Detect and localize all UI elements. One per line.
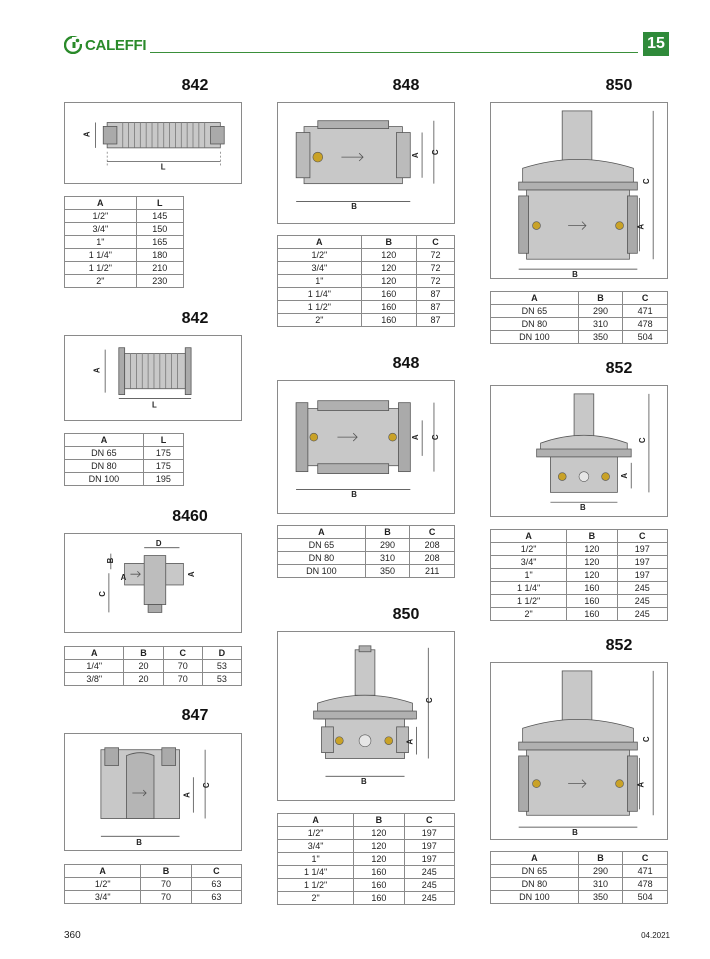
- dimension-label: C: [202, 782, 212, 789]
- table-row: [278, 565, 455, 578]
- table-cell: 160: [354, 866, 404, 879]
- column-header: B: [365, 526, 410, 539]
- table-cell: 175: [143, 447, 183, 460]
- dimension-label: A: [92, 367, 102, 374]
- dimension-label: A: [182, 792, 192, 798]
- table-cell: 160: [354, 892, 404, 905]
- column-header: L: [143, 434, 183, 447]
- table-row: [65, 262, 184, 275]
- table-cell: 3/4": [278, 262, 362, 275]
- spec-table: [490, 529, 668, 621]
- column-header: C: [191, 865, 241, 878]
- product-drawing: [277, 380, 455, 514]
- page-badge: 15: [643, 32, 669, 56]
- table-cell: 72: [416, 262, 454, 275]
- table-cell: 120: [354, 840, 404, 853]
- table-row: [278, 866, 455, 879]
- table-cell: 1 1/2": [278, 301, 362, 314]
- caleffi-logo-icon: [64, 36, 82, 54]
- table-cell: 145: [136, 210, 183, 223]
- dimension-label: B: [136, 838, 142, 848]
- table-row: [278, 827, 455, 840]
- table-cell: 245: [617, 582, 667, 595]
- table-row: [491, 878, 668, 891]
- column-header: B: [567, 530, 617, 543]
- table-cell: DN 100: [65, 473, 144, 486]
- table-cell: 87: [416, 301, 454, 314]
- table-cell: 3/4": [65, 223, 137, 236]
- model-title: 842: [181, 310, 209, 327]
- table-cell: 175: [143, 460, 183, 473]
- table-cell: 70: [163, 673, 202, 686]
- table-cell: 471: [623, 865, 668, 878]
- table-row: [65, 473, 184, 486]
- table-cell: 120: [361, 249, 416, 262]
- dimension-label: C: [425, 697, 435, 704]
- table-cell: DN 80: [65, 460, 144, 473]
- table-cell: 72: [416, 249, 454, 262]
- dimension-label: C: [97, 591, 107, 597]
- table-row: [491, 608, 668, 621]
- table-row: [65, 673, 242, 686]
- model-title: 852: [605, 637, 633, 654]
- table-cell: 245: [404, 866, 454, 879]
- table-cell: 197: [617, 543, 667, 556]
- table-cell: 87: [416, 314, 454, 327]
- table-cell: 160: [567, 582, 617, 595]
- column-header: B: [578, 852, 623, 865]
- table-cell: 478: [623, 318, 668, 331]
- product-drawing: [64, 733, 242, 851]
- table-cell: DN 100: [278, 565, 366, 578]
- table-row: [491, 865, 668, 878]
- table-cell: DN 65: [491, 305, 579, 318]
- product-drawing: [490, 385, 668, 517]
- table-row: [491, 331, 668, 344]
- spec-table: [277, 235, 455, 327]
- model-title: 842: [181, 77, 209, 94]
- table-row: [491, 569, 668, 582]
- table-cell: 1 1/2": [65, 262, 137, 275]
- table-row: [65, 878, 242, 891]
- table-cell: 197: [404, 840, 454, 853]
- spec-table: [490, 291, 668, 344]
- column-header: A: [65, 434, 144, 447]
- column-header: C: [623, 292, 668, 305]
- column-header: B: [141, 865, 191, 878]
- table-cell: 504: [623, 331, 668, 344]
- column-header: C: [617, 530, 667, 543]
- table-cell: DN 80: [278, 552, 366, 565]
- table-cell: 160: [567, 608, 617, 621]
- dimension-label: A: [411, 434, 421, 441]
- column-header: A: [65, 647, 124, 660]
- table-cell: 197: [617, 569, 667, 582]
- column-header: B: [578, 292, 623, 305]
- table-cell: 2": [278, 892, 354, 905]
- table-cell: 160: [354, 879, 404, 892]
- table-row: [278, 275, 455, 288]
- table-row: [278, 301, 455, 314]
- product-drawing: [490, 662, 668, 840]
- table-row: [65, 249, 184, 262]
- model-title: 850: [605, 77, 633, 94]
- table-cell: 160: [567, 595, 617, 608]
- table-cell: DN 100: [491, 891, 579, 904]
- dimension-label: C: [642, 736, 652, 743]
- table-cell: DN 65: [278, 539, 366, 552]
- brand-name: CALEFFI: [85, 36, 147, 54]
- table-cell: 3/8": [65, 673, 124, 686]
- table-row: [278, 262, 455, 275]
- table-cell: 310: [365, 552, 410, 565]
- table-cell: 160: [361, 301, 416, 314]
- bellows-hose-drawing: [103, 123, 224, 148]
- table-cell: 70: [163, 660, 202, 673]
- table-row: [65, 236, 184, 249]
- table-cell: 3/4": [278, 840, 354, 853]
- table-row: [65, 891, 242, 904]
- table-cell: 1/2": [65, 210, 137, 223]
- model-title: 852: [605, 360, 633, 377]
- model-title: 8460: [172, 508, 208, 525]
- table-cell: 20: [124, 673, 163, 686]
- table-cell: 290: [365, 539, 410, 552]
- table-cell: 63: [191, 878, 241, 891]
- table-cell: 197: [404, 827, 454, 840]
- column-header: B: [124, 647, 163, 660]
- table-cell: 471: [623, 305, 668, 318]
- column-header: A: [65, 197, 137, 210]
- column-header: A: [65, 865, 141, 878]
- product-drawing: [490, 102, 668, 279]
- table-cell: 1 1/4": [491, 582, 567, 595]
- table-cell: 180: [136, 249, 183, 262]
- table-cell: DN 100: [491, 331, 579, 344]
- table-cell: 290: [578, 305, 623, 318]
- column-header: L: [136, 197, 183, 210]
- column-header: B: [361, 236, 416, 249]
- dimension-label: B: [105, 557, 115, 564]
- dimension-label: A: [636, 781, 646, 788]
- table-cell: 3/4": [65, 891, 141, 904]
- product-drawing: [64, 102, 242, 184]
- table-cell: 72: [416, 275, 454, 288]
- dimension-label: B: [361, 777, 367, 787]
- table-row: [65, 660, 242, 673]
- table-cell: 1 1/2": [491, 595, 567, 608]
- table-cell: 120: [567, 543, 617, 556]
- dimension-label: B: [351, 202, 357, 212]
- table-cell: 3/4": [491, 556, 567, 569]
- table-cell: 350: [365, 565, 410, 578]
- dimension-label: B: [572, 828, 578, 838]
- table-row: [278, 249, 455, 262]
- dimension-label-l: L: [160, 162, 166, 172]
- table-cell: 210: [136, 262, 183, 275]
- table-cell: 350: [578, 891, 623, 904]
- column-header: C: [416, 236, 454, 249]
- table-row: [65, 275, 184, 288]
- table-cell: 120: [354, 827, 404, 840]
- table-cell: 2": [278, 314, 362, 327]
- table-cell: 211: [410, 565, 455, 578]
- table-cell: DN 65: [491, 865, 579, 878]
- dimension-label: B: [351, 490, 357, 500]
- table-row: [278, 314, 455, 327]
- table-row: [491, 556, 668, 569]
- table-row: [278, 853, 455, 866]
- dimension-label-a: A: [82, 131, 92, 138]
- table-cell: 208: [410, 539, 455, 552]
- table-row: [278, 840, 455, 853]
- table-cell: 70: [141, 878, 191, 891]
- table-cell: 70: [141, 891, 191, 904]
- dimension-label: C: [637, 437, 647, 444]
- table-cell: 1 1/4": [65, 249, 137, 262]
- table-row: [491, 595, 668, 608]
- dimension-label: A: [411, 152, 421, 159]
- table-row: [491, 582, 668, 595]
- table-cell: 120: [567, 569, 617, 582]
- table-cell: 1": [491, 569, 567, 582]
- table-cell: 245: [404, 892, 454, 905]
- table-cell: 197: [617, 556, 667, 569]
- table-row: [65, 447, 184, 460]
- dimension-label: B: [572, 270, 578, 278]
- column-header: C: [410, 526, 455, 539]
- table-cell: 1/2": [278, 249, 362, 262]
- table-cell: 1": [278, 275, 362, 288]
- table-cell: 310: [578, 318, 623, 331]
- column-header: A: [278, 814, 354, 827]
- table-row: [65, 210, 184, 223]
- table-cell: 150: [136, 223, 183, 236]
- column-header: A: [278, 526, 366, 539]
- table-cell: 504: [623, 891, 668, 904]
- table-cell: 1/2": [278, 827, 354, 840]
- table-cell: 195: [143, 473, 183, 486]
- table-cell: DN 65: [65, 447, 144, 460]
- column-header: D: [202, 647, 241, 660]
- table-cell: 245: [617, 595, 667, 608]
- product-drawing: [64, 533, 242, 633]
- table-row: [491, 543, 668, 556]
- product-drawing: [277, 631, 455, 801]
- table-cell: 53: [202, 660, 241, 673]
- column-header: C: [623, 852, 668, 865]
- table-row: [278, 288, 455, 301]
- table-cell: 1": [278, 853, 354, 866]
- caleffi-logo: [64, 36, 146, 54]
- dimension-label: A: [620, 472, 630, 479]
- table-cell: 230: [136, 275, 183, 288]
- dimension-label: C: [430, 149, 440, 156]
- table-row: [491, 305, 668, 318]
- table-cell: 1/2": [491, 543, 567, 556]
- product-drawing: [64, 335, 242, 421]
- table-cell: 160: [361, 314, 416, 327]
- dimension-label: A: [636, 223, 646, 230]
- spec-table: [64, 646, 242, 686]
- table-cell: 1/4": [65, 660, 124, 673]
- column-header: A: [491, 292, 579, 305]
- table-row: [65, 223, 184, 236]
- table-cell: DN 80: [491, 318, 579, 331]
- dimension-label: C: [642, 178, 652, 185]
- table-row: [278, 539, 455, 552]
- dimension-label: C: [430, 434, 440, 441]
- spec-table: [64, 196, 184, 288]
- table-cell: 1 1/4": [278, 288, 362, 301]
- model-title: 850: [392, 606, 420, 623]
- table-cell: 245: [617, 608, 667, 621]
- table-row: [278, 879, 455, 892]
- table-cell: 120: [354, 853, 404, 866]
- table-cell: 290: [578, 865, 623, 878]
- model-title: 847: [181, 707, 209, 724]
- table-row: [278, 892, 455, 905]
- spec-table: [64, 433, 184, 486]
- table-cell: 197: [404, 853, 454, 866]
- table-cell: 350: [578, 331, 623, 344]
- table-row: [65, 460, 184, 473]
- table-cell: 165: [136, 236, 183, 249]
- table-cell: DN 80: [491, 878, 579, 891]
- table-cell: 20: [124, 660, 163, 673]
- dimension-label: L: [152, 400, 157, 410]
- table-cell: 478: [623, 878, 668, 891]
- spec-table: [64, 864, 242, 904]
- spec-table: [490, 851, 668, 904]
- table-cell: 310: [578, 878, 623, 891]
- column-header: A: [491, 530, 567, 543]
- table-cell: 160: [361, 288, 416, 301]
- model-title: 848: [392, 355, 420, 372]
- column-header: C: [404, 814, 454, 827]
- table-cell: 120: [567, 556, 617, 569]
- table-row: [491, 891, 668, 904]
- column-header: B: [354, 814, 404, 827]
- dimension-label: A: [187, 571, 197, 578]
- spec-table: [277, 525, 455, 578]
- spec-table: [277, 813, 455, 905]
- table-row: [491, 318, 668, 331]
- table-cell: 245: [404, 879, 454, 892]
- table-cell: 2": [65, 275, 137, 288]
- dimension-label: B: [579, 503, 586, 513]
- table-cell: 120: [361, 262, 416, 275]
- table-cell: 1": [65, 236, 137, 249]
- product-drawing: [277, 102, 455, 224]
- column-header: C: [163, 647, 202, 660]
- table-row: [278, 552, 455, 565]
- table-cell: 120: [361, 275, 416, 288]
- dimension-label: A: [405, 738, 415, 745]
- table-cell: 2": [491, 608, 567, 621]
- edition-date: 04.2021: [641, 931, 670, 940]
- table-cell: 1 1/4": [278, 866, 354, 879]
- table-cell: 53: [202, 673, 241, 686]
- table-cell: 63: [191, 891, 241, 904]
- dimension-label: A: [120, 573, 127, 583]
- column-header: A: [491, 852, 579, 865]
- table-cell: 208: [410, 552, 455, 565]
- model-title: 848: [392, 77, 420, 94]
- column-header: A: [278, 236, 362, 249]
- header-rule: [150, 52, 638, 53]
- page-number: 360: [64, 930, 81, 941]
- table-cell: 1/2": [65, 878, 141, 891]
- table-cell: 1 1/2": [278, 879, 354, 892]
- dimension-label: D: [155, 538, 162, 548]
- table-cell: 87: [416, 288, 454, 301]
